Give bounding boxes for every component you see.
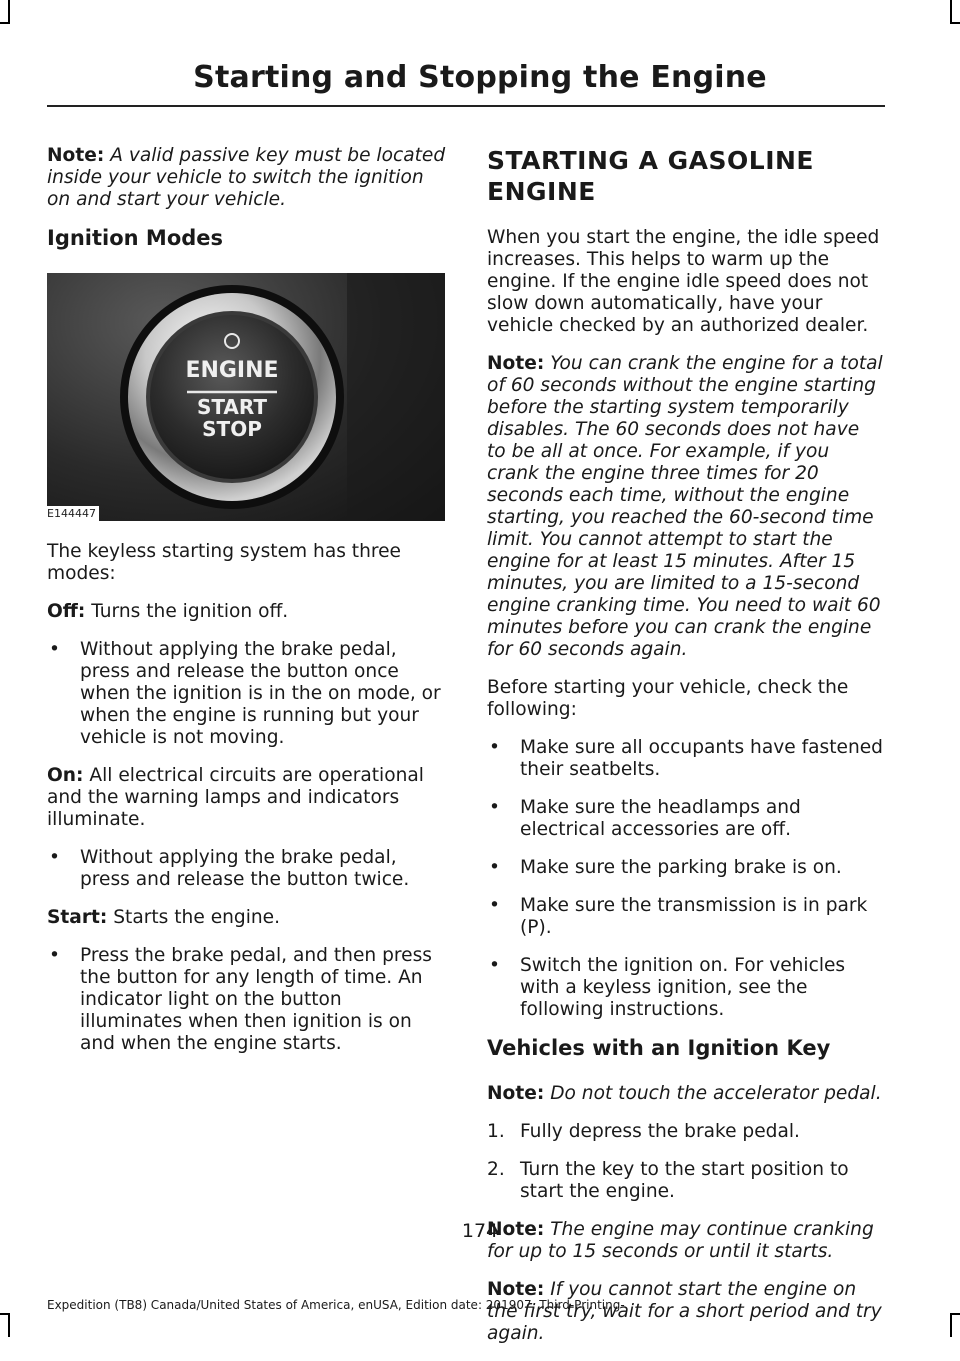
figure-code: E144447: [47, 506, 99, 521]
bullet-icon: •: [489, 857, 500, 878]
list-item: [487, 857, 883, 879]
mode-start: [47, 907, 447, 929]
bullet-icon: •: [489, 955, 500, 976]
crop-mark: [8, 1315, 10, 1337]
left-column: [47, 145, 447, 1071]
crop-mark: [950, 22, 960, 24]
step-number: 1.: [487, 1121, 505, 1142]
note-cranking-limit: [487, 353, 883, 661]
footer-edition-text: Expedition (TB8) Canada/United States of America, enUSA, Edition date: 201907, Third-Printing-: [47, 1298, 625, 1312]
list-item-text: Make sure all occupants have fastened their seatbelts.: [520, 737, 883, 780]
heading-line: STARTING A GASOLINE: [487, 146, 815, 175]
list-item: [47, 639, 447, 749]
heading-line: ENGINE: [487, 177, 596, 206]
list-item-text: Without applying the brake pedal, press and release the button twice.: [80, 847, 410, 890]
step-text: Fully depress the brake pedal.: [520, 1121, 800, 1142]
note-label: Note:: [47, 145, 105, 166]
note-text: If you cannot start the engine on the first try, wait for a short period and try again.: [487, 1279, 882, 1344]
subheading-ignition-key: Vehicles with an Ignition Key: [487, 1036, 831, 1060]
note-text: A valid passive key must be located inside your vehicle to switch the ignition on and start your vehicle.: [47, 145, 446, 210]
list-item-text: Make sure the transmission is in park (P).: [520, 895, 868, 938]
mode-label: Off:: [47, 601, 86, 622]
mode-off: [47, 601, 447, 623]
bullet-icon: •: [489, 797, 500, 818]
list-item-text: Switch the ignition on. For vehicles with a keyless ignition, see the following instructions.: [520, 955, 846, 1020]
bullet-icon: •: [49, 639, 60, 660]
note-label: Note:: [487, 1279, 545, 1300]
paragraph-checklist-intro: Before starting your vehicle, check the following:: [487, 677, 849, 720]
mode-label: Start:: [47, 907, 108, 928]
note-accelerator: [487, 1083, 883, 1105]
section-heading-ignition-modes: Ignition Modes: [47, 226, 224, 250]
crop-mark: [0, 1313, 10, 1315]
bullet-icon: •: [489, 895, 500, 916]
mode-text: Starts the engine.: [113, 907, 281, 928]
engine-start-stop-button-image: [47, 273, 445, 521]
section-heading-starting-gasoline-engine: [487, 145, 883, 207]
crop-mark: [0, 22, 10, 24]
button-label-stop: STOP: [202, 417, 262, 441]
button-label-start: START: [196, 395, 268, 419]
intro-text: The keyless starting system has three modes:: [47, 541, 401, 584]
crop-mark: [950, 1313, 960, 1315]
step-number: 2.: [487, 1159, 505, 1180]
list-item: [47, 847, 447, 891]
list-item: [487, 955, 883, 1021]
mode-on: [47, 765, 447, 831]
crop-mark: [8, 0, 10, 22]
list-item-text: Press the brake pedal, and then press the button for any length of time. An indicator light on the button illuminates when then ignition is on and when the engine starts.: [80, 945, 432, 1054]
page-title: Starting and Stopping the Engine: [193, 60, 767, 95]
crop-mark: [950, 1315, 952, 1337]
bullet-icon: •: [489, 737, 500, 758]
page-number: 174: [461, 1220, 499, 1242]
button-label-engine: ENGINE: [185, 358, 279, 383]
step-text: Turn the key to the start position to start the engine.: [520, 1159, 849, 1202]
bullet-icon: •: [49, 847, 60, 868]
note-label: Note:: [487, 353, 545, 374]
right-column: [487, 145, 883, 1361]
mode-label: On:: [47, 765, 84, 786]
step-item: [487, 1121, 883, 1143]
list-item: [487, 737, 883, 781]
header-divider: [47, 105, 885, 107]
note-text: The engine may continue cranking for up to 15 seconds or until it starts.: [487, 1219, 874, 1262]
step-item: [487, 1159, 883, 1203]
list-item-text: Make sure the parking brake is on.: [520, 857, 842, 878]
note-label: Note:: [487, 1219, 545, 1240]
list-item: [47, 945, 447, 1055]
note-label: Note:: [487, 1083, 545, 1104]
note-text: You can crank the engine for a total of 60 seconds without the engine starting before the starting system temporarily disables. The 60 seconds does not have to be all at once. For example, if you crank the engine three times for 20 seconds each time, without the engine starting, you reached the 60-second time limit. You cannot attempt to start the engine for at least 15 minutes. After 15 minutes, you are limited to a 15-second engine cranking time. You need to wait 60 minutes before you can crank the engine for 60 seconds again.: [487, 353, 883, 660]
list-item-text: Without applying the brake pedal, press and release the button once when the ignition is in the on mode, or when the engine is running but your vehicle is not moving.: [80, 639, 441, 748]
note-retry: [487, 1279, 883, 1345]
list-item: [487, 797, 883, 841]
note-text: Do not touch the accelerator pedal.: [550, 1083, 882, 1104]
mode-text: Turns the ignition off.: [91, 601, 289, 622]
list-item: [487, 895, 883, 939]
bullet-icon: •: [49, 945, 60, 966]
mode-text: All electrical circuits are operational and the warning lamps and indicators illuminate.: [47, 765, 424, 830]
crop-mark: [950, 0, 952, 22]
note-passive-key: [47, 145, 447, 211]
paragraph-idle-speed: When you start the engine, the idle speed increases. This helps to warm up the engine. If the engine idle speed does not slow down automatically, have your vehicle checked by an authorized dealer.: [487, 227, 880, 336]
list-item-text: Make sure the headlamps and electrical accessories are off.: [520, 797, 801, 840]
